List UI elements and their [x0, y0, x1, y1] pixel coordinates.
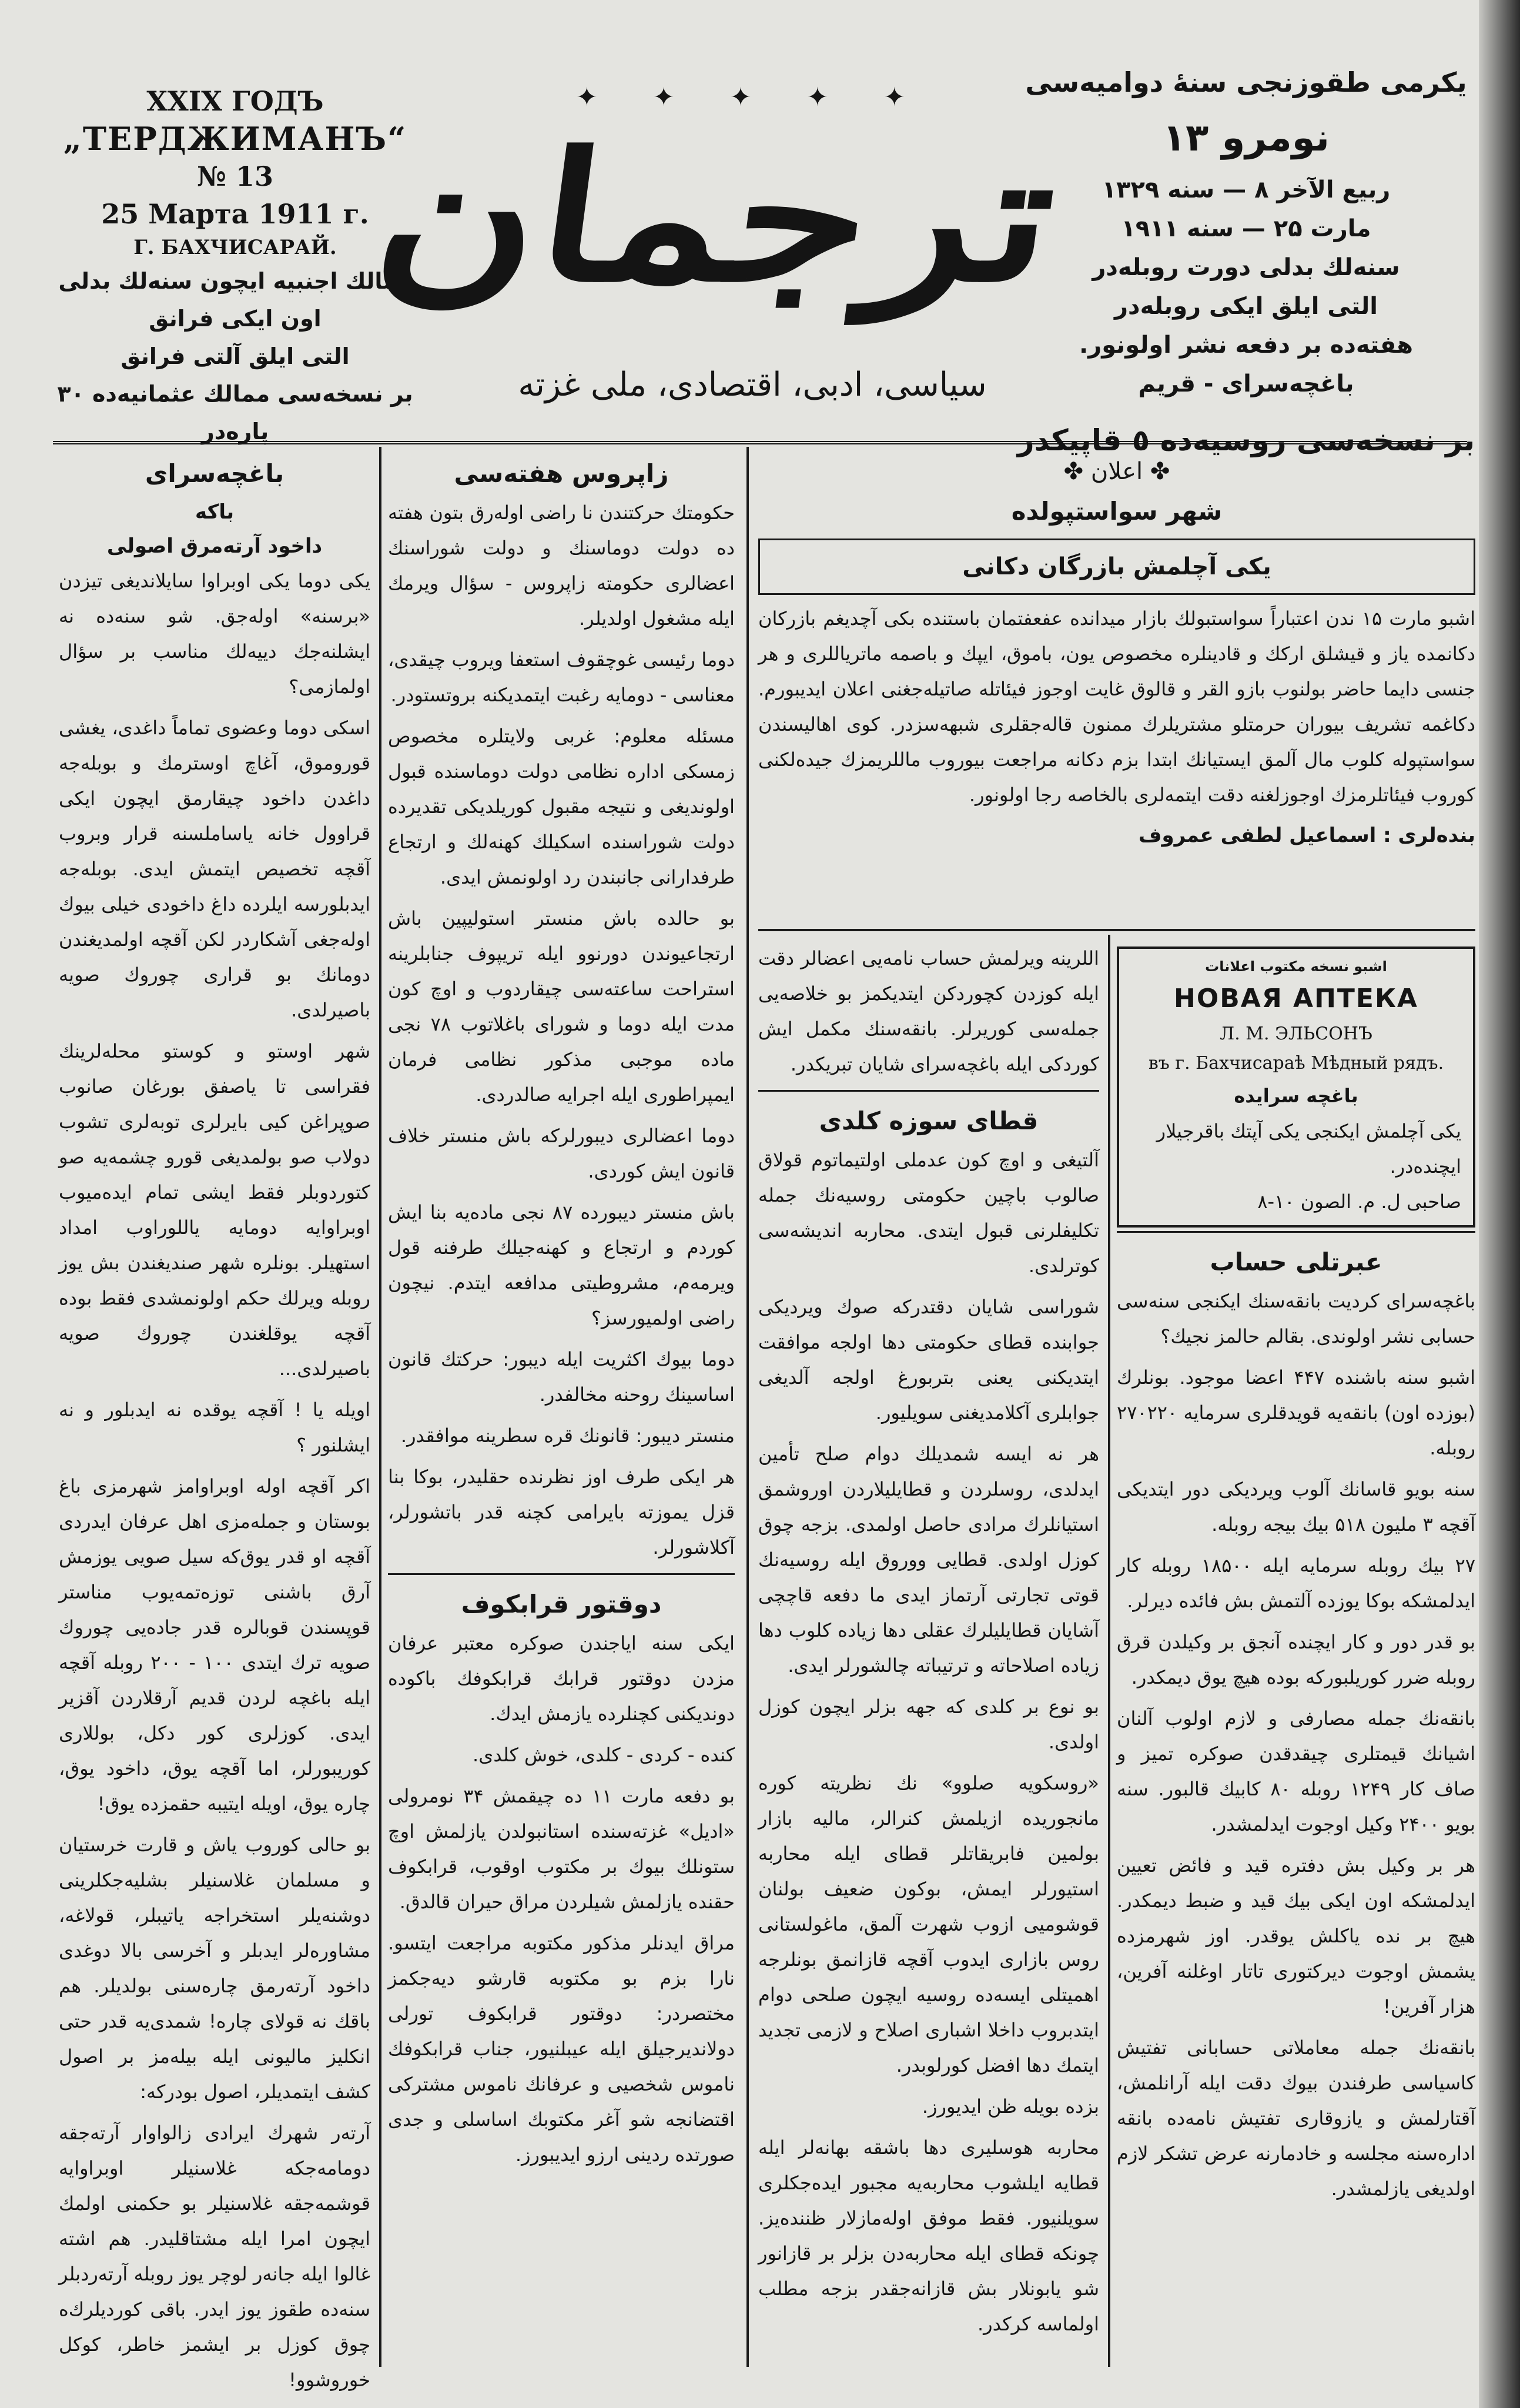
half-year-price: التى ايلق ايكى روبله‌در — [1114, 293, 1378, 320]
announcement-heading-text: اعلان — [1090, 458, 1143, 485]
column-instructive-account — [1117, 1223, 1475, 2369]
pharmacy-owner: Л. М. ЭЛЬСОНЪ — [1220, 1024, 1372, 1044]
hijri-date: ربيع الآخر ۸ — سنه ۱۳۲۹ — [1102, 176, 1391, 203]
announcement-city: شهر سواستپولده — [1011, 497, 1223, 526]
title-star-ornaments: ✦ ✦ ✦ ✦ ✦ — [575, 82, 929, 112]
article-paragraph: اللرينه ويرلمش حساب نامه‌يى اعضالر دقت ايله كوزدن كچوردكن ايتديكمز بو خلاصه‌يى جمله‌سى كوريرلر. بانقه‌سنك مكمل ايش كوردكى ايله باغچه‌سراى شايان تبريكدر. — [758, 947, 1099, 1075]
masthead-left — [53, 82, 417, 450]
article-paragraph: بزده بويله ظن ايديورز. — [922, 2095, 1099, 2118]
announcement-heading: ✤ اعلان ✤ — [1063, 458, 1170, 485]
ottoman-price: بر نسخه‌سى ممالك عثمانيه‌ده ۳۰ پاره‌در — [57, 381, 413, 444]
column-heading: باغچه‌سراى — [145, 459, 284, 488]
single-copy-price: بر نسخه‌سى روسيه‌ده ٥ قاپيكدر — [1017, 423, 1475, 457]
article-paragraph: بو دفعه مارت ۱۱ ده چيقمش ۳۴ نومرولى «اديل» غزته‌سنده استانبولدن يازلمش اوچ ستونلك بيوك بر مكتوب اوقوب، قرابكوف حقنده يازلمش شيلردن مراق حيران قالدق. — [388, 1785, 735, 1913]
foreign-price-line-1: ممالك اجنبيه ايچون سنه‌لك بدلى — [58, 268, 412, 294]
article-separator — [758, 1090, 1099, 1092]
pharmacy-city: باغچه سرايده — [1234, 1085, 1358, 1107]
article-paragraph: باغچه‌سراى كرديت بانقه‌سنك ايكنجى سنه‌سى حسابى نشر اولوندى. بقالم حالمز نجيك؟ — [1117, 1290, 1475, 1347]
column-divider — [1108, 935, 1110, 2367]
column-heading: زاپروس هفته‌سى — [454, 459, 669, 488]
column-divider — [379, 447, 381, 2367]
announcement-body: اشبو مارت ۱۵ ندن اعتباراً سواستبولك بازار ميدانده عفعفتمان باستنده بكى آچديغم بازركان دكانمده ياز و قيشلق اركك و قادينلره مخصوص يون، باموق، ايپك و باصمه ماترياللرى و هر جنسى دايما حاضر بولنوب بازو القر و قالوق غايت اوجوز فيئاتله صاتيله‌جغنى اعلان ايديبورم. دكاغمه تشريف بيوران حرمتلو مشتريلرك ممنون قاله‌جقلرى شبهه‌سزدر. كوى اهاليسندن سواستپوله كلوب مال آلمق ايستيانك ابتدا بزم دكانه مراجعت بيوروب ماللريمزك جيده‌لكنى كوروب فيئاتلرمزك اوجوزلغنه دقت ايتمه‌لرى بالخاصه رجا اولونور. — [758, 607, 1476, 806]
article-paragraph: بو حالى كوروب ياش و قارت خرستيان و مسلمان غلاسنيلر بشليه‌جكلرينى دوشنه‌يلر استخراجه ياتيبلر، قولاغه، مشاوره‌لر ايدبلر و آخرسى بالا دوغدى داخود آرته‌رمق چاره‌سنى بولديلر. هم باقك نه قولاى چاره! شمدى‌يه قدر حتى انكليز ماليونى ايله بيله‌مز بر اصول كشف ايتمديلر، اصول بودركه: — [59, 1834, 370, 2103]
page-edge-shadow — [1479, 0, 1520, 2408]
issue-number: نومرو ۱۳ — [1163, 116, 1330, 160]
column-subheading: باكه — [195, 500, 234, 524]
article-paragraph: حكومتك حركتندن نا راضى اوله‌رق بتون هفته ده دولت دوماسنك و دولت شوراسنك اعضالرى حكومته زاپروس - سؤال ويرمك ايله مشغول اولديلر. — [388, 501, 735, 630]
article-separator — [1117, 1231, 1475, 1233]
foreign-price-line-3: التى ايلق آلتى فرانق — [120, 343, 350, 369]
gregorian-date: مارت ۲۵ — سنه ۱۹۱۱ — [1121, 215, 1371, 242]
article-paragraph: باش منستر ديبورده ۸۷ نجى ماده‌يه بنا ايش كوردم و ارتجاع و كهنه‌جيلك طرفنه قول ويرمه‌م، مشروطيتى مدافعه ايتدم. نيچون راضى اولميورسز؟ — [388, 1201, 735, 1329]
article-paragraph: آرته‌ر شهرك ايرادى زالواوار آرته‌جقه دومامه‌جكه غلاسنيلر اوبراوايه قوشمه‌جقه غلاسنيلر بو حكمنى اولمك ايچون امرا ايله مشتاقليدر. هم اشته غالوا ايله جانه‌ر لوچر يوز روبله آرته‌ردبلر سنه‌ده طقوز يوز ايدر. باقى كورديلرك‌ه چوق كوزل بر ايشمز خاطر، كوكل خوروشوو! — [59, 2122, 370, 2391]
city-ru: Г. БАХЧИСАРАЙ. — [133, 236, 337, 259]
article-paragraph: منستر ديبور: قانونك قره سطرينه موافقدر. — [400, 1424, 735, 1447]
newspaper-title: ترجمان — [364, 113, 1067, 321]
article-paragraph: بانقه‌نك جمله معاملاتى حسابانى تفتيش كاسياسى طرفندن بيوك دقت ايله آرانلمش، آقتارلمش و يازوقارى تفتيش نامه‌ده بانقه اداره‌سنه مجلسه و خادمارنه عرض تشكر لازم اولديغى يازلمشدر. — [1117, 2036, 1475, 2200]
column-subheading-2: داخود آرته‌مرق اصولى — [106, 534, 323, 558]
year-ru: XXIX ГОДЪ — [146, 85, 324, 117]
article-paragraph: ايكى سنه اياجندن صوكره معتبر عرفان مزدن دوقتور قرابك قرابكوفك باكوده دونديكنى كچنلرده يازمش ايدك. — [388, 1632, 735, 1725]
masthead-rule — [53, 441, 1467, 444]
announcement-rule — [758, 929, 1475, 931]
article-paragraph: كنده - كردى - كلدى، خوش كلدى. — [473, 1744, 735, 1766]
article-paragraph: دوما اعضالرى ديبورلركه باش منستر خلاف قانون ايش كوردى. — [388, 1125, 735, 1182]
masthead-right — [1017, 59, 1475, 467]
column-china-news — [758, 941, 1099, 2369]
article-paragraph: مسئله معلوم: غربى ولايتلره مخصوص زمسكى اداره نظامى دولت دوماسنده قبول اولونديغى و نتيجه مقبول كوريلديكى تقديرده دولت شوراسنده اسكيلك كهنه‌لك و ارتجاع طرفدارانى جانبندن رد اولونمش ايدى. — [388, 725, 735, 888]
announcement-block — [758, 453, 1475, 923]
foreign-price-line-2: اون ايكى فرانق — [149, 306, 322, 332]
issue-date-ru: 25 Марта 1911 г. — [101, 198, 369, 230]
article-paragraph: يكى دوما يكى اوبراوا سايلانديغى تيزدن «برسنه» اوله‌جق. شو سنه‌ده نه ايشلنه‌جك دييه‌لك مناسب بر سؤال اولمازمى؟ — [59, 570, 370, 698]
column-bagchesaray — [59, 453, 371, 2391]
article-paragraph: بو نوع بر كلدى كه جهه بزلر ايچون كوزل اولدى. — [758, 1695, 1099, 1753]
article-paragraph: دوما بيوك اكثريت ايله ديبور: حركتك قانون اساسينك روحنه مخالفدر. — [388, 1348, 735, 1406]
article-paragraph: اسكى دوما وعضوى تماماً داغدى، يغشى قوروموق، آغاچ اوسترمك و بوبله‌جه داغدن داخود چيقارمق ايچون ايكى قراوول خانه ياساملسنه قرار وبروب آقچه تخصيص ايتمش ايدى. بوبله‌جه ايدبلورسه ايلرده داغ داخودى خيلى بيوك اوله‌جغى آشكاردر لكن آقچه اولمديغندن دومانك بو قرارى چوروك صويه باصيرلدى. — [59, 717, 370, 1021]
article-paragraph: هر ايكى طرف اوز نظرنده حقليدر، بوكا بنا قزل يموزته بايرامى كچنه قدر باتشورلر، آكلاشورلر. — [388, 1466, 735, 1558]
publication-frequency: هفته‌ده بر دفعه نشر اولونور. — [1079, 332, 1413, 359]
article-paragraph: اكر آقچه اوله اوبراوامز شهرمزى باغ بوستان و جمله‌مزى اهل عرفان ايدردى آقچه او قدر يوق‌كه سيل صويى يوزمش آرق باشنى توزه‌تمه‌يوب مناستر قوپسندن قوبالره قدر جاده‌يى چوروك صويه ترك ايتدى ۱۰۰ - ۲۰۰ روبله آقچه ايله باغچه لردن قديم آرقلاردن آقزير ايدى. كوزلرى كور دكل، بوللارى كوريبورلر، اما آقچه يوق، داخود يوق، چاره يوق، اويله ايتيبه حقمزده يوق! — [59, 1475, 371, 1815]
issue-number-ru: № 13 — [196, 160, 274, 192]
column-heading: عبرتلى حساب — [1210, 1248, 1382, 1276]
announcement-signature: بنده‌لرى : اسماعيل لطفى عمروف — [1138, 824, 1475, 847]
pharmacy-line: يكى آچلمش ايكنجى يكى آپتك باقرجيلار — [1156, 1120, 1461, 1142]
column-heading: قطاى سوزه كلدى — [819, 1106, 1039, 1135]
newspaper-subtitle: سياسى، ادبى، اقتصادى، ملى غزته — [518, 366, 987, 404]
article-paragraph: هر نه ايسه شمديلك دوام صلح تأمين ايدلدى، روسلردن و قطايليلاردن اوروشمق استيانلرك مرادى حاصل اولمدى. بزجه چوق كوزل اولدى. قطايى ووروق ايله روسيه‌نك قوتى تجارتى آرتماز ايدى ما دفعه قاچچى آشايان قطايليلرك عقلى دها زياده كلوب دها زياده اصلاحاته و ترتيباته چالشورلر ايدى. — [758, 1443, 1099, 1677]
publication-place: باغچه‌سراى - قريم — [1138, 370, 1354, 397]
article-paragraph: مراق ايدنلر مذكور مكتوبه مراجعت ايتسو. نارا بزم بو مكتوبه قارشو ديه‌جكمز مختصردر: دوقتور قرابكوف تورلى دولانديرجيلق ايله عيبلنيور، جناب قرابكوفك ناموس شخصيى و عرفانك ناموس مشتركى اقتضانجه شو آغر مكتوبك اساسلى و جدى صورتده ردينى ارزو ايديبورز. — [388, 1932, 735, 2166]
annual-price: سنه‌لك بدلى دورت روبله‌در — [1092, 254, 1400, 281]
pharmacy-line: صاحبى ل. م. الصون ١٠-٨ — [1257, 1190, 1461, 1213]
masthead-title-block — [364, 59, 1067, 441]
year-line: يكرمى طقوزنجى سنهٔ دواميه‌سى — [1025, 66, 1467, 98]
shop-title-frame: يكى آچلمش بازرگان دكانى — [758, 539, 1475, 595]
article-paragraph: اشبو سنه باشنده ۴۴۷ اعضا موجود. بونلرك (بوزده اون) بانقه‌يه قويدقلرى سرمايه ۲۷۰۲۲۰ روبله. — [1117, 1366, 1475, 1459]
article-paragraph: هر بر وكيل بش دفتره قيد و فائض تعيين ايدلمشكه اون ايكى بيك قيد و ضبط ديمكدر. هيچ بر نده ياكلش يوقدر. اوز شهرمزده يشمش اوجوت ديركتورى تاتار اوغلنه آفرين، هزار آفرين! — [1117, 1854, 1475, 2018]
article-paragraph: بو حالده باش منستر استوليپين باش ارتجاعيوندن دورنوو ايله تريپوف جنابلرينه استراحت ساعته‌سى چيقاردوب و اوچ كون مدت ايله دوما و شوراى باغلاتوب ۷۸ نجى ماده موجبى مذكور نظامى فرمان ايمپراطورى ايله اجرايه صالدردى. — [388, 907, 735, 1106]
pharmacy-address: въ г. Бахчисараѣ Мѣдный рядъ. — [1148, 1053, 1444, 1073]
column-heading-2: دوقتور قرابكوف — [461, 1590, 662, 1618]
article-paragraph: شوراسى شايان دقتدركه صوك ويرديكى جوابنده قطاى حكومتى دها اولجه موافقت ايتديكنى يعنى بتربورغ اولجه آلديغى جوابلرى آكلامديغنى سويليور. — [758, 1296, 1099, 1424]
article-paragraph: سنه بويو قاسانك آلوب ويرديكى دور ايتديكى آقچه ۳ مليون ۵۱۸ بيك بيجه روبله. — [1117, 1478, 1475, 1536]
column-interpellation-week — [388, 453, 735, 2369]
article-paragraph: بانقه‌نك جمله مصارفى و لازم اولوب آلنان اشيانك قيمتلرى چيقدقدن صوكره تميز و صاف كار ۱۲۴۹ روبله ۸۰ كابيك قالبور. سنه بويو ۲۴۰۰ وكيل اوجوت ايدلمشدر. — [1117, 1707, 1476, 1835]
newspaper-name-ru: „ТЕРДЖИМАНЪ“ — [63, 120, 407, 158]
article-paragraph: شهر اوستو و كوستو محله‌لرينك فقراسى تا ياصفق بورغان صانوب صوپراغن كيى بايرلرى توبه‌لرى تشوب دولاب صو بولمديغى قورو چشمه‌يه صو كتوردوبلر فقط ايشى تمام ايده‌ميوب اوبراوايه دومايه ياللوراوب امداد استهيلر. بونلره شهر صنديغندن بش يوز روبله ويرلك حكم اولونمشدى فقط بوده آقچه يوقلغندن چوروك صويه باصيرلدى... — [59, 1040, 370, 1380]
article-paragraph: «روسكويه صلوو» نك نظريته كوره مانجوريده ازيلمش كنرالر، ماليه بازار بولمين فابريقاتلر قطاى ايله محاربه استيورلر ايمش، بوكون ضعيف بولنان قوشوميى ازوب شهرت آلمق، ماغولستانى روس بازارى ايدوب آقچه قازانمق بونلرجه اهميتلى ايسه‌ده روسيه ايچون صلحى دوام ايتدبروب داخلا اشبارى اصلاح و لازمى تجديد ايتمك دها افضل كورلوبدر. — [758, 1772, 1099, 2076]
article-paragraph: آلتيغى و اوچ كون عدملى اولتيماتوم قولاق صالوب باچين حكومتى روسيه‌نك جمله تكليفلرنى قبول ايتدى. محاربه انديشه‌سى كوترلدى. — [758, 1149, 1099, 1277]
article-paragraph: ۲۷ بيك روبله سرمايه ايله ۱۸۵۰۰ روبله كار ايدلمشكه بوكا يوزده آلتمش بش فائده ديرلر. — [1117, 1554, 1476, 1612]
column-divider — [746, 447, 749, 2367]
pharmacy-line: ايچنده‌در. — [1390, 1155, 1461, 1178]
article-paragraph: اويله يا ! آقچه يوقده نه ايدبلور و نه ايشلنور ؟ — [59, 1399, 370, 1456]
article-separator — [388, 1573, 735, 1575]
pharmacy-top-line: اشبو نسخه مكتوب اعلانات — [1205, 958, 1387, 975]
pharmacy-ad — [1117, 947, 1475, 1228]
pharmacy-name: НОВАЯ АПТЕКА — [1174, 984, 1418, 1014]
article-paragraph: بو قدر دور و كار ايچنده آنجق بر وكيلدن قرق روبله ضرر كوريلبوركه بوده هيچ يوق ديمكدر. — [1117, 1631, 1475, 1688]
article-paragraph: محاربه هوسليرى دها باشقه بهانه‌لر ايله قطايه ايلشوب محاربه‌يه مجبور ايده‌جكلرى سويلنيور. فقط موفق اوله‌مازلار ظننده‌يز. چونكه قطاى ايله محاربه‌دن بزلر بر قازانور شو يابونلار بش قازانه‌جقدر بزجه مطلب اولماسه كركدر. — [758, 2136, 1099, 2335]
article-paragraph: دوما رئيسى غوچقوف استعفا ويروب چيقدى، معناسى - دومايه رغبت ايتمديكنه بروتستودر. — [388, 648, 735, 706]
